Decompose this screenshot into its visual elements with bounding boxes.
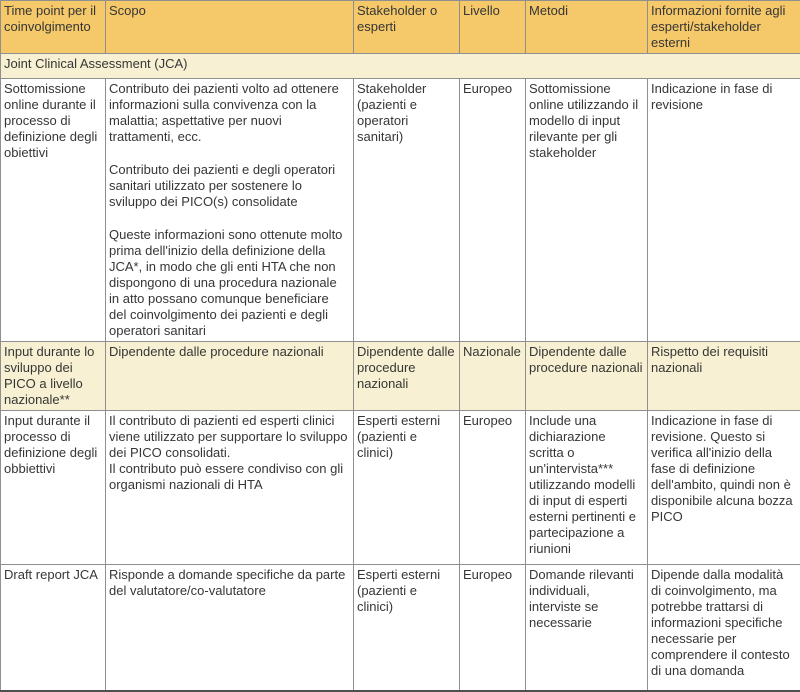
cell-time-point: Sottomissione online durante il processo di definizione degli obiettivi [1,79,106,342]
scopo-paragraph: Risponde a domande specifiche da parte del valutatore/co-valutatore [109,567,349,599]
col-header-scopo: Scopo [106,1,354,54]
col-header-livello: Livello [460,1,526,54]
section-label: Joint Clinical Assessment (JCA) [1,54,800,79]
scopo-paragraph: Dipendente dalle procedure nazionali [109,344,349,360]
scopo-paragraph: Contributo dei pazienti volto ad ottenere informazioni sulla convivenza con la malattia; aspettative per nuovi trattamenti, ecc. [109,81,349,145]
cell-scopo [106,79,354,342]
col-header-time-point: Time point per il coinvolgimento [1,1,106,54]
table-row [1,565,800,691]
scopo-paragraph: Contributo dei pazienti e degli operatori sanitari utilizzato per sostenere lo sviluppo dei PICO(s) consolidate [109,162,349,210]
scopo-paragraph: Il contributo di pazienti ed esperti clinici viene utilizzato per supportare lo sviluppo dei PICO consolidati. [109,413,349,461]
scopo-paragraph: Queste informazioni sono ottenute molto prima dell'inizio della definizione della JCA*, in modo che gli enti HTA che non dispongono di una procedura nazionale in atto possano comunque beneficiare del coinvolgimento dei pazienti e degli operatori sanitari [109,227,349,339]
cell-scopo [106,565,354,691]
section-row [1,54,800,79]
cell-metodi: Dipendente dalle procedure nazionali [526,342,648,411]
cell-stakeholder: Esperti esterni (pazienti e clinici) [354,565,460,691]
header-row [1,1,800,54]
cell-metodi: Include una dichiarazione scritta o un'intervista*** utilizzando modelli di input di esperti esterni pertinenti e partecipazione a riunioni [526,411,648,565]
col-header-stakeholder: Stakeholder o esperti [354,1,460,54]
cell-time-point: Draft report JCA [1,565,106,691]
cell-stakeholder: Dipendente dalle procedure nazionali [354,342,460,411]
col-header-metodi: Metodi [526,1,648,54]
cell-livello: Europeo [460,79,526,342]
cell-stakeholder: Stakeholder (pazienti e operatori sanitari) [354,79,460,342]
cell-livello: Nazionale [460,342,526,411]
cell-time-point: Input durante lo sviluppo dei PICO a livello nazionale** [1,342,106,411]
cell-livello: Europeo [460,565,526,691]
table-row [1,411,800,565]
scopo-paragraph: Il contributo può essere condiviso con gli organismi nazionali di HTA [109,461,349,493]
cell-scopo [106,411,354,565]
cell-informazioni: Indicazione in fase di revisione. Questo si verifica all'inizio della fase di definizione dell'ambito, quindi non è disponibile alcuna bozza PICO [648,411,800,565]
col-header-informazioni: Informazioni fornite agli esperti/stakeholder esterni [648,1,800,54]
table-row [1,342,800,411]
cell-time-point: Input durante il processo di definizione degli obbiettivi [1,411,106,565]
cell-scopo [106,342,354,411]
cell-informazioni: Indicazione in fase di revisione [648,79,800,342]
cell-informazioni: Rispetto dei requisiti nazionali [648,342,800,411]
cell-informazioni: Dipende dalla modalità di coinvolgimento, ma potrebbe trattarsi di informazioni specifiche necessarie per comprendere il contesto di una domanda [648,565,800,691]
cell-stakeholder: Esperti esterni (pazienti e clinici) [354,411,460,565]
cell-metodi: Sottomissione online utilizzando il modello di input rilevante per gli stakeholder [526,79,648,342]
cell-livello: Europeo [460,411,526,565]
table-row [1,79,800,342]
cell-metodi: Domande rilevanti individuali, interviste se necessarie [526,565,648,691]
